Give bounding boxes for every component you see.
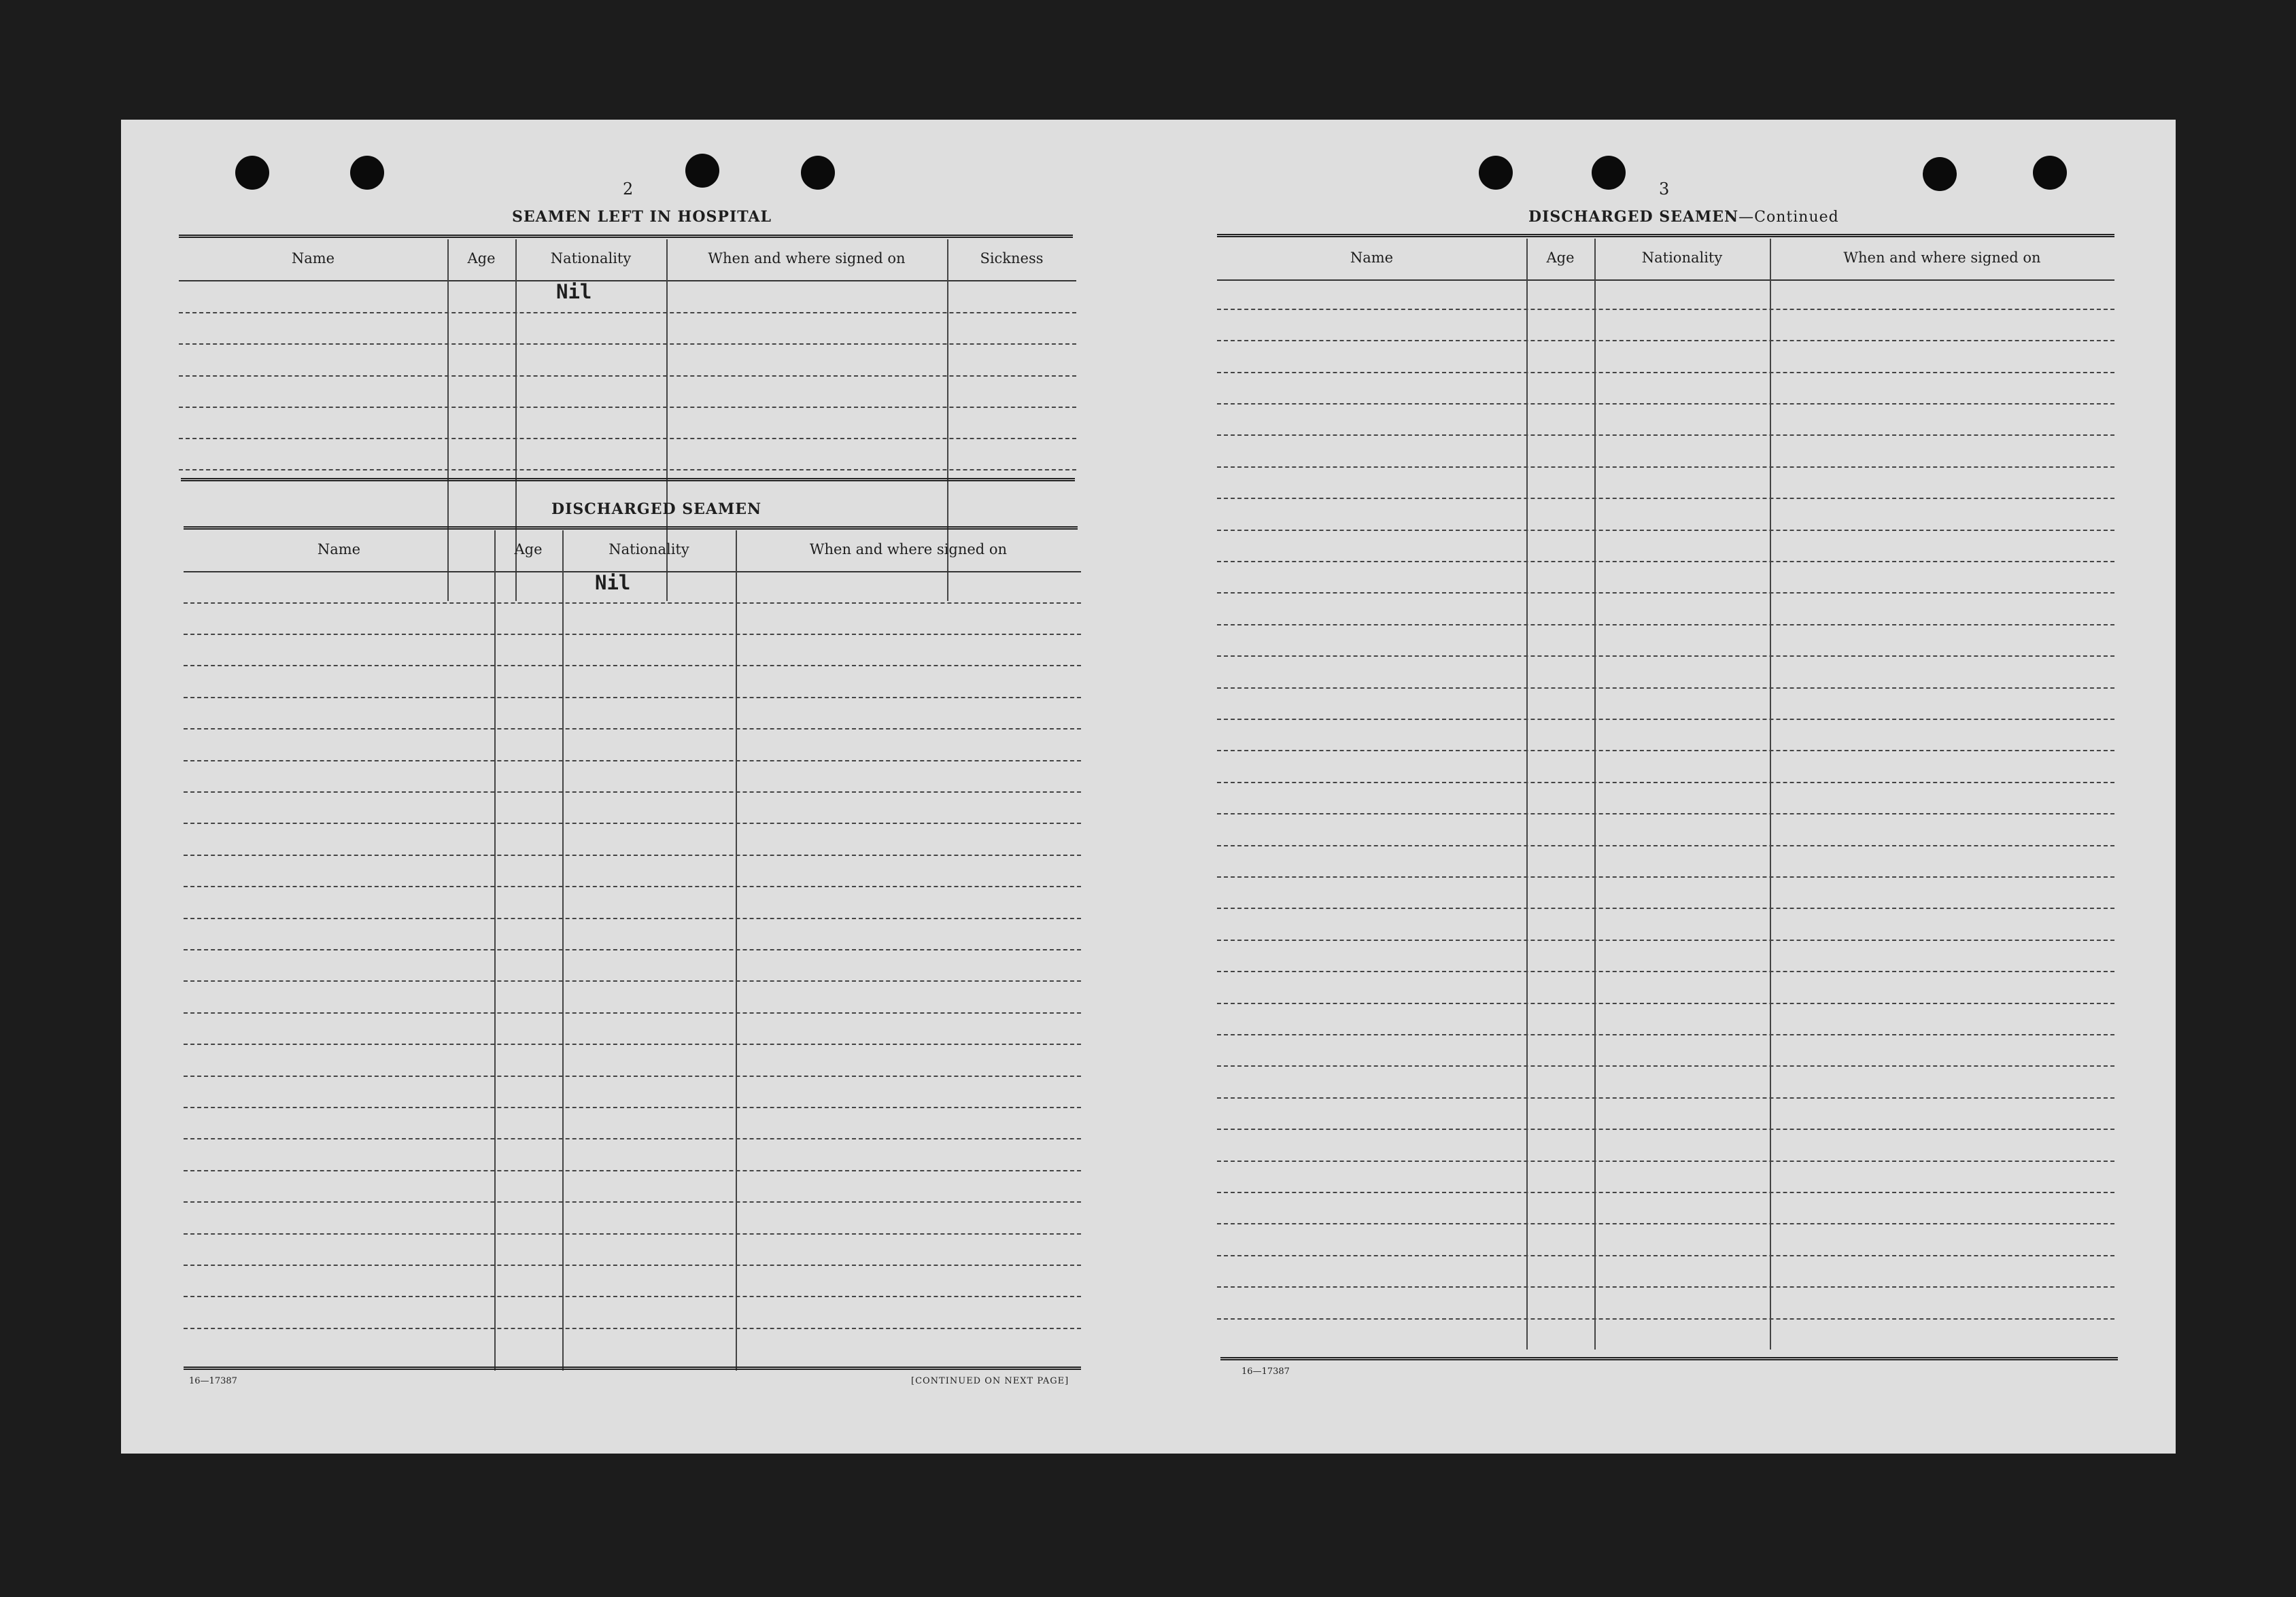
table-row (1217, 1065, 2114, 1067)
table-row (184, 1265, 1081, 1266)
table-row (1217, 466, 2114, 468)
binder-hole (685, 154, 719, 188)
binder-hole (801, 156, 835, 190)
table-row (1217, 340, 2114, 341)
binder-hole (2033, 156, 2067, 190)
title-suffix: —Continued (1738, 209, 1839, 226)
column-header-when-where: When and where signed on (708, 250, 906, 267)
page-number: 3 (1659, 179, 1670, 199)
section-rule (181, 478, 1075, 481)
table-row (179, 438, 1076, 439)
form-number: 16—17387 (189, 1376, 237, 1386)
table-row (184, 918, 1081, 919)
binder-hole (1592, 156, 1626, 190)
table-row (184, 1012, 1081, 1014)
table-header (184, 530, 1081, 572)
table-header (1217, 239, 2114, 281)
table-row (184, 1233, 1081, 1235)
table-row (1217, 1034, 2114, 1035)
table-row (1217, 1003, 2114, 1004)
table-row (1217, 1161, 2114, 1162)
table-row (179, 407, 1076, 408)
table-row (184, 1138, 1081, 1139)
table-row (1217, 403, 2114, 405)
form-number: 16—17387 (1241, 1367, 1290, 1377)
table-row (1217, 1318, 2114, 1320)
section-rule (1220, 1357, 2118, 1360)
table-row (184, 855, 1081, 856)
column-header-name: Name (291, 250, 335, 267)
right-page (1154, 120, 2176, 1454)
table-row (1217, 687, 2114, 689)
form-sheet (121, 120, 2176, 1454)
table-row (1217, 719, 2114, 720)
left-page (121, 120, 1154, 1454)
table-row (184, 602, 1081, 604)
table-row (184, 1044, 1081, 1045)
table-row (179, 469, 1076, 470)
hospital-section-title: SEAMEN LEFT IN HOSPITAL (512, 208, 772, 226)
column-header-when-where: When and where signed on (809, 541, 1008, 557)
table-row (184, 665, 1081, 666)
table-row (1217, 1223, 2114, 1224)
column-divider (1594, 239, 1596, 1350)
title-rule (184, 526, 1078, 530)
table-row (1217, 1286, 2114, 1288)
table-row (1217, 624, 2114, 625)
table-row (1217, 655, 2114, 657)
table-row (184, 886, 1081, 887)
table-row (179, 375, 1076, 377)
table-row (184, 1107, 1081, 1108)
discharged-table (184, 530, 1081, 1371)
table-row (1217, 372, 2114, 373)
table-row (1217, 876, 2114, 878)
table-row (184, 634, 1081, 635)
column-header-when-where: When and where signed on (1843, 250, 2041, 266)
table-row (184, 760, 1081, 761)
table-row (184, 823, 1081, 824)
table-row (184, 1170, 1081, 1171)
table-row (1217, 1192, 2114, 1193)
table-row (1217, 1255, 2114, 1256)
column-header-name: Name (1350, 250, 1394, 266)
table-row (184, 1076, 1081, 1077)
column-header-name: Name (317, 541, 361, 557)
title-text: DISCHARGED SEAMEN (1528, 208, 1739, 226)
binder-hole (1923, 157, 1957, 191)
discharged-section-title: DISCHARGED SEAMEN (551, 500, 762, 518)
table-row (1217, 309, 2114, 310)
table-row (184, 728, 1081, 729)
table-row (1217, 561, 2114, 562)
column-divider (494, 530, 496, 1371)
column-divider (1770, 239, 1771, 1350)
table-row (1217, 434, 2114, 436)
section-rule (184, 1367, 1081, 1370)
table-row (184, 1328, 1081, 1329)
table-row (1217, 750, 2114, 751)
column-divider (1526, 239, 1528, 1350)
table-row (184, 980, 1081, 982)
binder-hole (235, 156, 269, 190)
table-row (179, 312, 1076, 313)
discharged-continued-title (1528, 208, 1839, 226)
table-row (1217, 530, 2114, 531)
table-row (1217, 1097, 2114, 1099)
table-row (1217, 813, 2114, 814)
discharged-continued-table (1217, 239, 2114, 1350)
table-row (1217, 971, 2114, 972)
column-header-age: Age (514, 541, 543, 557)
table-row (184, 697, 1081, 698)
table-row (1217, 908, 2114, 909)
table-row (184, 791, 1081, 793)
table-row (1217, 845, 2114, 846)
table-row (1217, 592, 2114, 594)
column-header-age: Age (1546, 250, 1575, 266)
column-divider (736, 530, 737, 1371)
column-header-sickness: Sickness (980, 250, 1044, 267)
table-row (184, 949, 1081, 950)
page-number: 2 (623, 179, 634, 199)
title-rule (1217, 234, 2114, 237)
column-header-nationality: Nationality (550, 250, 632, 267)
table-row (1217, 782, 2114, 783)
binder-hole (350, 156, 384, 190)
nationality-entry: Nil (556, 280, 592, 303)
table-header (179, 239, 1076, 281)
table-row (179, 343, 1076, 345)
table-row (1217, 940, 2114, 941)
table-row (1217, 1129, 2114, 1130)
binder-hole (1479, 156, 1513, 190)
continued-note: [CONTINUED ON NEXT PAGE] (911, 1376, 1069, 1386)
table-row (184, 1201, 1081, 1203)
table-row (1217, 498, 2114, 499)
nationality-entry: Nil (595, 571, 631, 594)
column-header-nationality: Nationality (609, 541, 689, 557)
title-rule (179, 235, 1073, 238)
column-header-nationality: Nationality (1641, 250, 1723, 266)
table-row (184, 1296, 1081, 1297)
column-header-age: Age (467, 250, 496, 267)
column-divider (562, 530, 564, 1371)
